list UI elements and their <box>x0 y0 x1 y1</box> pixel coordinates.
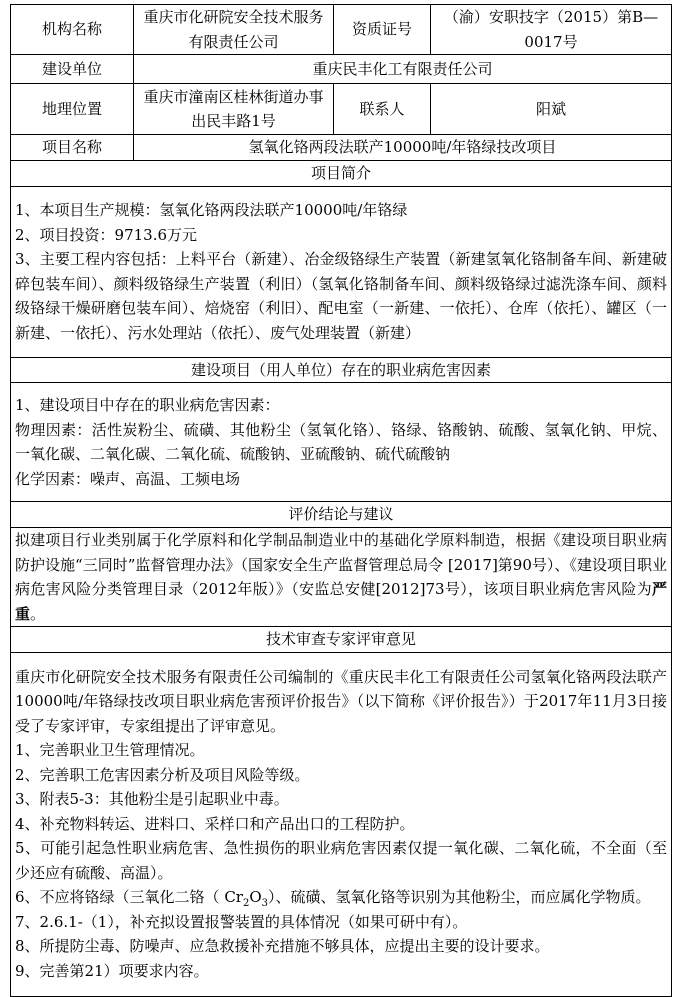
section-title-conclusion: 评价结论与建议 <box>11 502 672 528</box>
row-conclusion-title <box>11 502 672 528</box>
section-title-review: 技术审查专家评审意见 <box>11 627 672 653</box>
section-title-hazards: 建设项目（用人单位）存在的职业病危害因素 <box>11 357 672 383</box>
hazard-item: 化学因素：噪声、高温、工频电场 <box>15 469 241 488</box>
hazard-item: 1、建设项目中存在的职业病危害因素： <box>15 396 280 414</box>
review-intro: 重庆市化研院安全技术服务有限责任公司编制的《重庆民丰化工有限责任公司氢氧化铬两段法联产10000吨/年铬绿技改项目职业病危害预评价报告》（以下简称《评价报告》）于2017年11月3日接受了专家评审，专家组提出了评审意见。 <box>15 667 667 735</box>
risk-level: 严重 <box>15 580 667 623</box>
label-contact: 联系人 <box>334 84 431 135</box>
formula-element: O <box>249 888 262 907</box>
review-item: 9、完善第21）项要求内容。 <box>15 961 209 980</box>
label-project: 项目名称 <box>11 135 134 161</box>
label-org: 机构名称 <box>11 5 134 55</box>
value-project: 氢氧化铬两段法联产10000吨/年铬绿技改项目 <box>134 135 672 161</box>
conclusion-body <box>11 528 672 627</box>
intro-item: 1、本项目生产规模：氢氧化铬两段法联产10000吨/年铬绿 <box>15 201 408 219</box>
row-location <box>11 84 672 135</box>
row-conclusion-body <box>11 528 672 627</box>
review-item-6-text: ）、硫磺、氢氧化铬等识别为其他粉尘，而应属化学物质。 <box>268 888 651 907</box>
review-item: 4、补充物料转运、进料口、采样口和产品出口的工程防护。 <box>15 814 415 833</box>
hazard-item: 物理因素：活性炭粉尘、硫磺、其他粉尘（氢氧化铬）、铬绿、铬酸钠、硫酸、氢氧化钠、甲烷、一氧化碳、二氧化碳、二氧化硫、硫酸钠、亚硫酸钠、硫代硫酸钠 <box>15 420 667 463</box>
hazards-body <box>11 383 672 502</box>
project-info-table <box>10 4 672 997</box>
review-item: 1、完善职业卫生管理情况。 <box>15 741 205 760</box>
conclusion-end: 。 <box>30 604 46 623</box>
review-item: 5、可能引起急性职业病危害、急性损伤的职业病危害因素仅提一氧化碳、二氧化硫，不全面（至少还应有硫酸、高温）。 <box>15 839 667 882</box>
review-item: 8、所提防尘毒、防噪声、应急救援补充措施不够具体，应提出主要的设计要求。 <box>15 937 550 956</box>
label-location: 地理位置 <box>11 84 134 135</box>
row-review-title <box>11 627 672 653</box>
intro-item: 3、主要工程内容包括：上料平台（新建）、冶金级铬绿生产装置（新建氢氧化铬制备车间、新建破碎包装车间）、颜料级铬绿生产装置（利旧）（氢氧化铬制备车间、颜料级铬绿过滤洗涤车间、颜料级铬绿干燥研磨包装车间）、焙烧窑（利旧）、配电室（一新建、一依托）、仓库（依托）、罐区（一新建、一依托）、污水处理站（依托）、废气处理装置（新建） <box>15 250 667 342</box>
row-org <box>11 5 672 55</box>
value-contact: 阳斌 <box>431 84 672 135</box>
row-intro-body <box>11 186 672 357</box>
label-unit: 建设单位 <box>11 55 134 84</box>
row-project <box>11 135 672 161</box>
review-item-6-text: 6、不应将铬绿（三氧化二铬（ Cr <box>15 888 243 907</box>
section-title-intro: 项目简介 <box>11 161 672 187</box>
intro-body <box>11 186 672 357</box>
row-review-body <box>11 652 672 996</box>
intro-item: 2、项目投资：9713.6万元 <box>15 225 198 244</box>
review-item-6 <box>15 885 667 910</box>
review-item: 7、2.6.1-（1），补充拟设置报警装置的具体情况（如果可研中有）。 <box>15 912 468 931</box>
conclusion-text: 拟建项目行业类别属于化学原料和化学制品制造业中的基础化学原料制造，根据《建设项目职业病防护设施“三同时”监督管理办法》（国家安全生产监督管理总局令 [2017]第90号）、《建设项目职业病危害风险分类管理目录（2012年版）》（安监总安健[2012]73号），该项目职业病危害风险为 <box>15 531 667 598</box>
formula-subscript: 2 <box>242 898 250 910</box>
review-body <box>11 652 672 996</box>
row-intro-title <box>11 161 672 187</box>
row-hazards-title <box>11 357 672 383</box>
review-item: 2、完善职工危害因素分析及项目风险等级。 <box>15 765 310 784</box>
value-unit: 重庆民丰化工有限责任公司 <box>134 55 672 84</box>
row-hazards-body <box>11 383 672 502</box>
formula-subscript: 3 <box>261 898 269 910</box>
value-location: 重庆市潼南区桂林街道办事出民丰路1号 <box>134 84 334 135</box>
value-org: 重庆市化研院安全技术服务有限责任公司 <box>134 5 334 55</box>
value-cert: （渝）安职技字（2015）第B—0017号 <box>431 5 672 55</box>
row-unit <box>11 55 672 84</box>
label-cert: 资质证号 <box>334 5 431 55</box>
review-item: 3、附表5-3：其他粉尘是引起职业中毒。 <box>15 790 289 809</box>
